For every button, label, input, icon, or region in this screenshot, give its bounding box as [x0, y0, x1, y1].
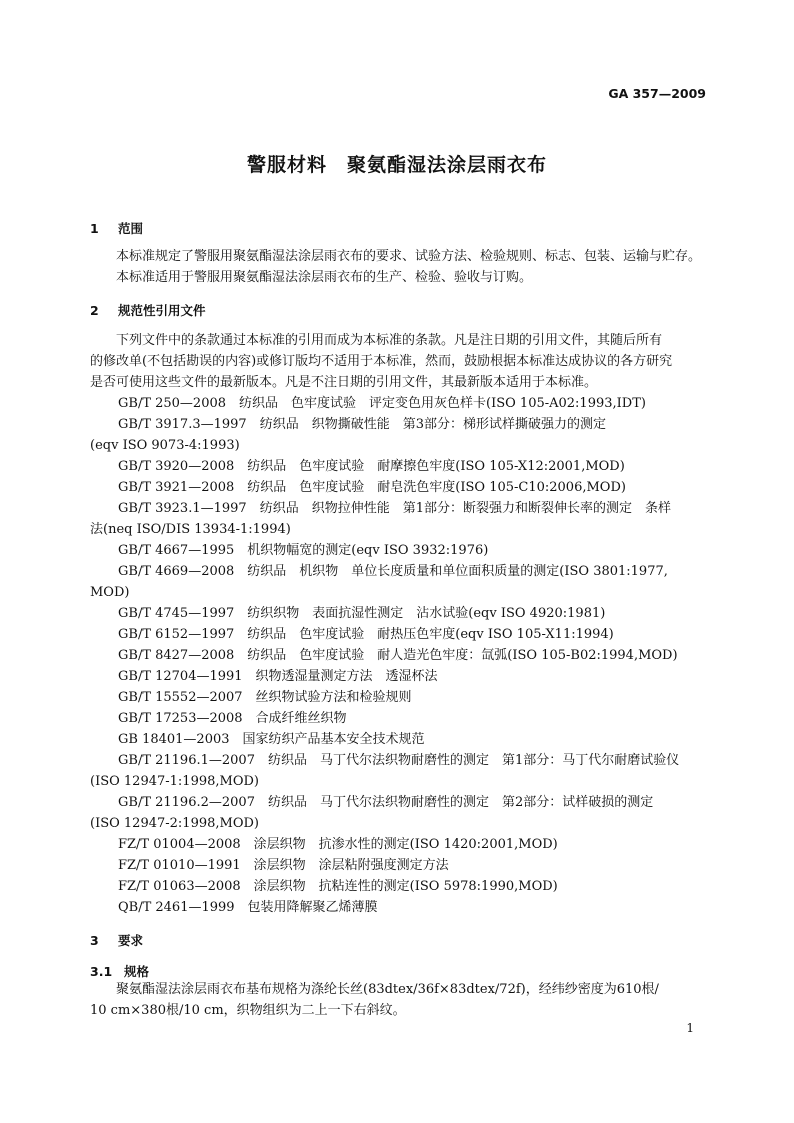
reference-item	[90, 834, 704, 855]
specification-paragraph	[90, 979, 704, 1021]
reference-text: GB/T 3923.1—1997 纺织品 织物拉伸性能 第1部分：断裂强力和断裂伸长率的测定 条样	[118, 501, 671, 516]
paragraph-line: 下列文件中的条款通过本标准的引用而成为本标准的条款。凡是注日期的引用文件，其随后所有	[116, 333, 663, 348]
reference-text-continued: (eqv ISO 9073-4:1993)	[90, 438, 240, 453]
reference-text: GB/T 12704—1991 织物透湿量测定方法 透湿杯法	[118, 669, 438, 684]
subsection-number: 3.1	[90, 964, 113, 979]
paragraph-line: 聚氨酯湿法涂层雨衣布基布规格为涤纶长丝(83dtex/36f×83dtex/72f)，经纬纱密度为610根/	[116, 982, 659, 997]
paragraph-line: 本标准适用于警服用聚氨酯湿法涂层雨衣布的生产、检验、验收与订购。	[116, 270, 533, 285]
reference-text: GB/T 4669—2008 纺织品 机织物 单位长度质量和单位面积质量的测定(ISO 3801:1977,	[118, 564, 668, 579]
reference-item	[90, 666, 704, 687]
reference-item	[90, 540, 704, 561]
reference-text: FZ/T 01004—2008 涂层织物 抗渗水性的测定(ISO 1420:2001,MOD)	[118, 837, 558, 852]
reference-item	[90, 561, 704, 603]
reference-text: FZ/T 01010—1991 涂层织物 涂层粘附强度测定方法	[118, 858, 449, 873]
section-title: 规范性引用文件	[118, 303, 206, 318]
reference-text: GB 18401—2003 国家纺织产品基本安全技术规范	[118, 732, 425, 747]
standard-code: GA 357—2009	[608, 86, 706, 101]
reference-item	[90, 414, 704, 456]
paragraph-line: 是否可使用这些文件的最新版本。凡是不注日期的引用文件，其最新版本适用于本标准。	[90, 375, 598, 390]
section-1-heading	[90, 219, 143, 237]
reference-text: GB/T 4745—1997 纺织织物 表面抗湿性测定 沾水试验(eqv ISO 4920:1981)	[118, 606, 606, 621]
page-number: 1	[686, 1021, 694, 1035]
section-2-heading	[90, 301, 206, 319]
reference-text: GB/T 17253—2008 合成纤维丝织物	[118, 711, 347, 726]
reference-item	[90, 792, 704, 834]
reference-item	[90, 624, 704, 645]
reference-item	[90, 708, 704, 729]
reference-text: GB/T 250—2008 纺织品 色牢度试验 评定变色用灰色样卡(ISO 105-A02:1993,IDT)	[118, 396, 646, 411]
section-title: 要求	[118, 933, 144, 948]
reference-text: GB/T 3917.3—1997 纺织品 织物撕破性能 第3部分：梯形试样撕破强力的测定	[118, 417, 606, 432]
reference-text: GB/T 3920—2008 纺织品 色牢度试验 耐摩擦色牢度(ISO 105-X12:2001,MOD)	[118, 459, 625, 474]
reference-item	[90, 897, 704, 918]
reference-text-continued: (ISO 12947-2:1998,MOD)	[90, 816, 259, 831]
reference-item	[90, 687, 704, 708]
reference-text: GB/T 3921—2008 纺织品 色牢度试验 耐皂洗色牢度(ISO 105-C10:2006,MOD)	[118, 480, 626, 495]
subsection-title: 规格	[124, 964, 150, 979]
paragraph-line: 的修改单(不包括勘误的内容)或修订版均不适用于本标准，然而，鼓励根据本标准达成协议的各方研究	[90, 354, 673, 369]
reference-text: GB/T 8427—2008 纺织品 色牢度试验 耐人造光色牢度：氙弧(ISO 105-B02:1994,MOD)	[118, 648, 678, 663]
scope-paragraph	[90, 246, 704, 288]
reference-text-continued: 法(neq ISO/DIS 13934-1:1994)	[90, 522, 291, 537]
section-title: 范围	[118, 221, 144, 236]
reference-item	[90, 477, 704, 498]
section-number: 2	[90, 303, 99, 318]
reference-text: GB/T 6152—1997 纺织品 色牢度试验 耐热压色牢度(eqv ISO 105-X11:1994)	[118, 627, 614, 642]
reference-item	[90, 876, 704, 897]
reference-item	[90, 498, 704, 540]
reference-item	[90, 456, 704, 477]
section-number: 3	[90, 933, 99, 948]
paragraph-line: 10 cm×380根/10 cm，织物组织为二上一下右斜纹。	[90, 1003, 406, 1018]
reference-text: GB/T 21196.2—2007 纺织品 马丁代尔法织物耐磨性的测定 第2部分：试样破损的测定	[118, 795, 654, 810]
reference-item	[90, 603, 704, 624]
reference-item	[90, 645, 704, 666]
reference-item	[90, 855, 704, 876]
reference-text: GB/T 4667—1995 机织物幅宽的测定(eqv ISO 3932:1976)	[118, 543, 489, 558]
paragraph-line: 本标准规定了警服用聚氨酯湿法涂层雨衣布的要求、试验方法、检验规则、标志、包装、运输与贮存。	[116, 249, 702, 264]
reference-item	[90, 729, 704, 750]
reference-text-continued: MOD)	[90, 585, 130, 600]
reference-item	[90, 393, 704, 414]
references-intro	[90, 330, 704, 393]
page-title: 警服材料 聚氨酯湿法涂层雨衣布	[246, 154, 547, 176]
reference-text: GB/T 15552—2007 丝织物试验方法和检验规则	[118, 690, 412, 705]
subsection-3-1-heading	[90, 962, 149, 980]
reference-list	[90, 393, 704, 918]
reference-text: GB/T 21196.1—2007 纺织品 马丁代尔法织物耐磨性的测定 第1部分：马丁代尔耐磨试验仪	[118, 753, 680, 768]
reference-text: FZ/T 01063—2008 涂层织物 抗粘连性的测定(ISO 5978:1990,MOD)	[118, 879, 558, 894]
reference-text: QB/T 2461—1999 包装用降解聚乙烯薄膜	[118, 900, 378, 915]
reference-item	[90, 750, 704, 792]
section-3-heading	[90, 931, 143, 949]
reference-text-continued: (ISO 12947-1:1998,MOD)	[90, 774, 259, 789]
section-number: 1	[90, 221, 99, 236]
